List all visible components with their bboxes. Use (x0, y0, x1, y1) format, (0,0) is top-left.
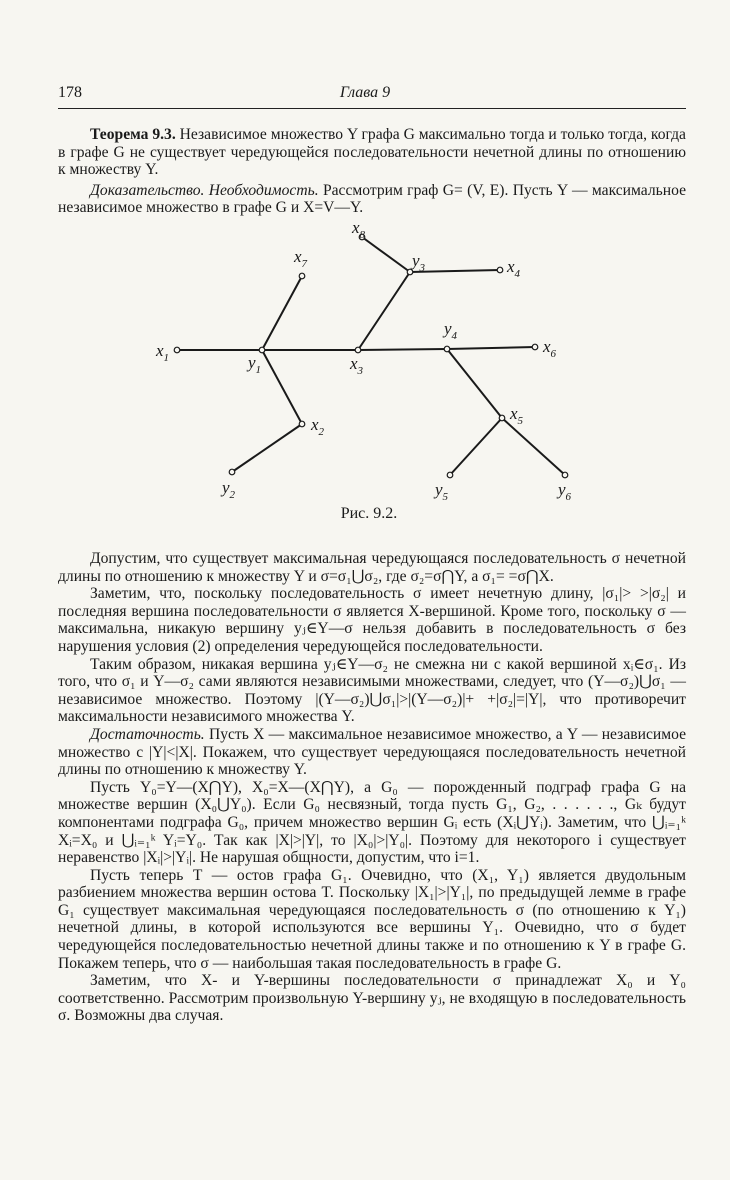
vertex-labels (155, 218, 572, 503)
edge-y4-x6 (447, 347, 535, 349)
label-x7: $x_7$ (294, 247, 308, 270)
label-x2: $x_2$ (311, 415, 325, 438)
paragraph-3: Таким образом, никакая вершина yⱼ∈Y—σ₂ не смежна ни с какой вершиной xᵢ∈σ₁. Из того, что σ₁ и Y—σ₂ сами являются независимыми множествами, следует, что (Y—σ₂)⋃σ₁ — независимое множество. Поэтому |(Y—σ₂)⋃σ₁|>|(Y—σ₂)|+ +|σ₂|=|Y|, что противоречит максимальности независимого множества Y. (58, 655, 686, 726)
label-x1: $x_1$ (156, 341, 170, 364)
edge-x3-y3 (358, 272, 410, 350)
edge-x5-y5 (450, 418, 502, 475)
paragraph-7: Заметим, что X- и Y-вершины последовательности σ принадлежат X₀ и Y₀ соответственно. Рассмотрим произвольную Y-вершину yⱼ, не входящую в последовательность σ. Возможны два случая. (58, 972, 686, 1025)
paragraph-2: Заметим, что, поскольку последовательность σ имеет нечетную длину, |σ₁|> >|σ₂| и последняя вершина последовательности σ является X-вершиной. Кроме того, поскольку σ — максимальна, никакую вершину yⱼ∈Y—σ нельзя добавить в последовательность σ без нарушения условия (2) определения чередующейся последовательности. (58, 585, 686, 655)
label-y4: $y_4$ (444, 319, 458, 342)
label-x8: $x_8$ (352, 218, 366, 241)
figure-caption: Рис. 9.2. (340, 505, 398, 522)
vertex-x7 (299, 273, 305, 279)
label-y1: $y_1$ (248, 353, 262, 376)
edge-y1-x7 (262, 276, 302, 350)
label-y2: $y_2$ (222, 478, 236, 501)
label-x6: $x_6$ (543, 337, 557, 360)
paragraph-5: Пусть Y₀=Y—(X⋂Y), X₀=X—(X⋂Y), а G₀ — порожденный подграф графа G на множестве вершин (X₀⋃Y₀). Если G₀ несвязный, тогда пусть G₁, G₂, . . . . . ., Gₖ будут компонентами подграфа G₀, причем множество вершин Gᵢ есть (Xᵢ⋃Yᵢ). Заметим, что ⋃ᵢ₌₁ᵏ Xᵢ=X₀ и ⋃ᵢ₌₁ᵏ Yᵢ=Y₀. Так как |X|>|Y|, то |X₀|>|Y₀|. Поэтому для некоторого i существует неравенство |Xᵢ|>|Yᵢ|. Не нарушая общности, допустим, что i=1. (58, 778, 686, 867)
edge-y4-x5 (447, 349, 502, 418)
vertex-x6 (532, 344, 538, 350)
paragraph-6: Пусть теперь T — остов графа G₁. Очевидно, что (X₁, Y₁) является двудольным разбиением множества вершин остова T. Поскольку |X₁|>|Y₁|, по предыдущей лемме в графе G₁ существует максимальная чередующаяся последовательность σ (по отношению к Y₁) нечетной длины, в которой используются все вершины Y₁. Очевидно, что σ будет чередующейся последовательностью нечетной длины также и по отношению к Y в графе G. Покажем теперь, что σ — наибольшая такая последовательность в графе G. (58, 866, 686, 972)
edge-y1-x2 (262, 350, 302, 424)
edge-x5-y6 (502, 418, 565, 475)
proof-intro-text: Рассмотрим граф G= (V, E). Пусть Y — максимальное независимое множество в графе G и X=V—Y. (58, 181, 686, 217)
vertex-x5 (499, 415, 505, 421)
edge-x2-y2 (232, 424, 302, 472)
vertex-y1 (259, 347, 265, 353)
vertex-y5 (447, 472, 453, 478)
running-head: Глава 9 (339, 84, 391, 101)
theorem-label: Теорема 9.3. (90, 126, 176, 143)
page-number: 178 (58, 84, 82, 101)
vertex-y2 (229, 469, 235, 475)
header-rule (58, 108, 686, 109)
vertex-y3 (407, 269, 413, 275)
label-y3: $y_3$ (412, 251, 426, 274)
vertex-x3 (355, 347, 361, 353)
theorem-block (58, 126, 686, 217)
vertex-y4 (444, 346, 450, 352)
paragraph-1: Допустим, что существует максимальная чередующаяся последовательность σ нечетной длины по отношению к множеству Y и σ=σ₁⋃σ₂, где σ₂=σ⋂Y, а σ₁= =σ⋂X. (58, 550, 686, 585)
edge-y3-x8 (362, 237, 410, 272)
label-y5: $y_5$ (435, 480, 449, 503)
label-y6: $y_6$ (558, 480, 572, 503)
body-text (58, 550, 686, 1025)
vertex-y6 (562, 472, 568, 478)
label-x3: $x_3$ (350, 354, 364, 377)
sufficiency-label: Достаточность. (90, 725, 205, 743)
vertex-x2 (299, 421, 305, 427)
paragraph-4: Пусть X — максимальное независимое множество, а Y — независимое множество с |Y|<|X|. Покажем, что существует чередующаяся последовательность нечетной длины по отношению к множеству Y. (58, 725, 686, 779)
label-x4: $x_4$ (507, 257, 521, 280)
edge-x3-y4 (358, 349, 447, 350)
vertex-x1 (174, 347, 180, 353)
proof-label: Доказательство. Необходимость. (90, 181, 319, 199)
vertex-x4 (497, 267, 503, 273)
label-x5: $x_5$ (510, 404, 524, 427)
theorem-text: Независимое множество Y графа G максимально тогда и только тогда, когда в графе G не существует чередующейся последовательности нечетной длины по отношению к множеству Y. (58, 126, 686, 179)
graph-figure (0, 210, 730, 550)
